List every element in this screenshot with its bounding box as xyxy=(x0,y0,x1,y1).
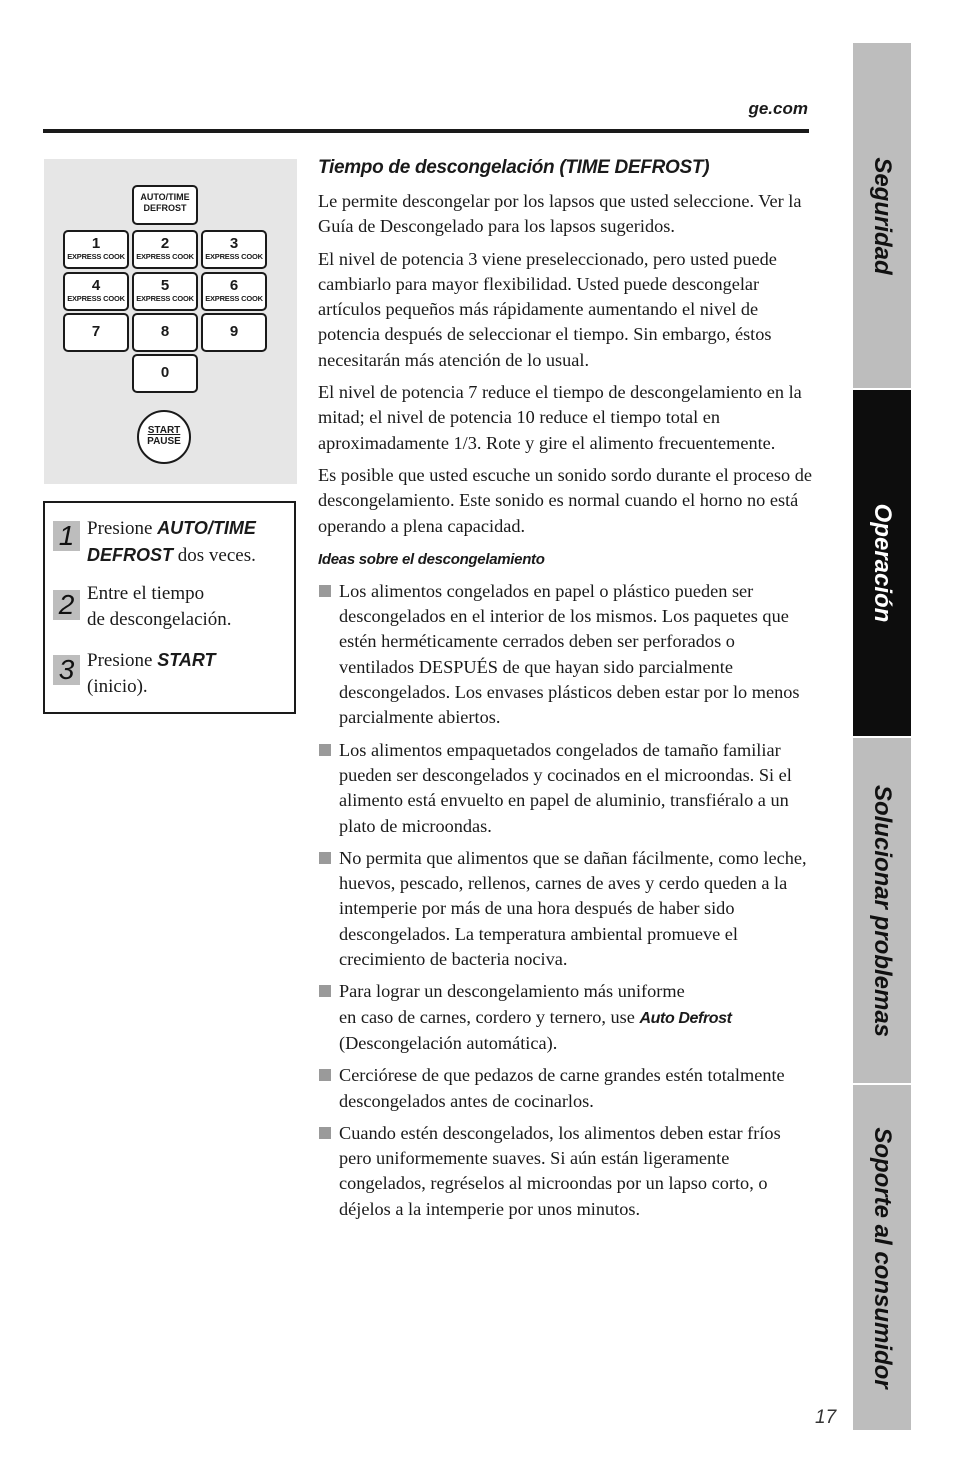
square-bullet-icon xyxy=(319,985,331,997)
paragraph: El nivel de potencia 7 reduce el tiempo de descongelamiento en la mitad; el nivel de potencia 10 reduce el tiempo total en aproximadamente 1/3. Rote y gire el alimento frecuentemente. xyxy=(318,382,802,453)
key-3 xyxy=(201,230,267,269)
step-text-pre: Presione xyxy=(87,650,158,671)
tab-soporte-al-consumidor[interactable] xyxy=(853,1085,911,1430)
bullet-item xyxy=(318,579,812,731)
step-text xyxy=(87,581,297,633)
square-bullet-icon xyxy=(319,852,331,864)
step-keyword: DEFROST xyxy=(87,545,174,565)
step-text xyxy=(87,515,297,569)
key-sublabel: EXPRESS COOK xyxy=(205,252,263,261)
step-line: de descongelación. xyxy=(87,609,232,630)
step-text-pre: Presione xyxy=(87,518,158,539)
key-7 xyxy=(63,313,129,352)
page-number: 17 xyxy=(815,1407,837,1428)
bullet-text: No permita que alimentos que se dañan fácilmente, como leche, huevos, pescado, rellenos, carnes de aves y cerdo queden a la intemperie por más de una hora después de haber sido descongelados. La temperatura ambiental promueve el crecimiento de bacteria nociva. xyxy=(339,847,807,970)
key-sublabel: EXPRESS COOK xyxy=(136,252,194,261)
step-line: Entre el tiempo xyxy=(87,583,205,604)
key-6 xyxy=(201,272,267,311)
tab-label: Solucionar problemas xyxy=(869,784,896,1037)
steps-box xyxy=(43,501,296,714)
bullet-text: Cuando estén descongelados, los alimentos deben estar fríos pero uniformemente suaves. Si aún están ligeramente congelados, regréselos al microondas por un lapso corto, o déjelos a la intemperie por unos minutos. xyxy=(339,1122,781,1219)
step-keyword: START xyxy=(157,650,216,670)
key-number: 9 xyxy=(229,323,239,340)
tab-solucionar-problemas[interactable] xyxy=(853,738,911,1083)
tab-label: Operación xyxy=(869,503,896,623)
key-label: AUTO/TIME xyxy=(140,192,190,202)
auto-time-defrost-key xyxy=(132,185,198,225)
square-bullet-icon xyxy=(319,585,331,597)
step-keyword: AUTO/TIME xyxy=(157,518,256,538)
key-1 xyxy=(63,230,129,269)
step-text xyxy=(87,647,297,700)
bullet-item xyxy=(318,1063,812,1114)
bullet-text: Los alimentos congelados en papel o plástico pueden ser descongelados en el interior de los mismos. Los paquetes que estén herméticamente cerrados deben ser perforados o ventilados DESPUÉS de que hayan sido parcialmente descongelados. Los envases plásticos deben estar por lo menos parcialmente abiertos. xyxy=(339,580,800,728)
section-title: Tiempo de descongelación (TIME DEFROST) xyxy=(318,157,710,178)
step-number: 3 xyxy=(53,655,80,685)
step-line: (inicio). xyxy=(87,676,148,697)
key-number: 5 xyxy=(160,277,170,294)
tab-label: Seguridad xyxy=(869,156,896,275)
key-5 xyxy=(132,272,198,311)
square-bullet-icon xyxy=(319,1069,331,1081)
key-sublabel: EXPRESS COOK xyxy=(205,294,263,303)
tab-seguridad[interactable] xyxy=(853,43,911,388)
bullet-text: Para lograr un descongelamiento más uniforme xyxy=(339,981,685,1002)
keypad-illustration xyxy=(44,159,297,484)
square-bullet-icon xyxy=(319,744,331,756)
key-number: 1 xyxy=(91,235,101,252)
key-number: 3 xyxy=(229,235,239,252)
key-number: 0 xyxy=(160,364,170,381)
tab-label: Soporte al consumidor xyxy=(869,1126,896,1389)
key-4 xyxy=(63,272,129,311)
bullet-item xyxy=(318,1121,812,1222)
paragraph: El nivel de potencia 3 viene preseleccionado, pero usted puede cambiarlo para mayor flexibilidad. Usted puede descongelar artículos pequeños más rápidamente aumentando el nivel de potencia después de seleccionar el tiempo. Sin embargo, éstos necesitarán más atención de lo usual. xyxy=(318,248,777,370)
step-number: 1 xyxy=(53,521,80,551)
key-label: PAUSE xyxy=(147,436,181,447)
key-number: 6 xyxy=(229,277,239,294)
key-number: 8 xyxy=(160,323,170,340)
step-text-post: dos veces. xyxy=(173,545,256,566)
bullet-item xyxy=(318,846,812,972)
paragraph: Le permite descongelar por los lapsos que usted seleccione. Ver la Guía de Descongelado para los lapsos sugeridos. xyxy=(318,191,802,237)
key-label: START xyxy=(147,425,181,436)
subsection-title: Ideas sobre el descongelamiento xyxy=(318,550,545,568)
main-content xyxy=(318,155,812,1229)
header-rule xyxy=(43,129,809,133)
key-2 xyxy=(132,230,198,269)
bullet-text: Los alimentos empaquetados congelados de tamaño familiar pueden ser descongelados y cocinados en el microondas. Si el alimento está envuelto en papel de aluminio, transfiéralo a un plato de microondas. xyxy=(339,739,792,836)
step-number: 2 xyxy=(53,590,80,620)
site-url: ge.com xyxy=(748,99,808,118)
key-number: 4 xyxy=(91,277,101,294)
key-sublabel: EXPRESS COOK xyxy=(67,252,125,261)
square-bullet-icon xyxy=(319,1127,331,1139)
bullet-text: en caso de carnes, cordero y ternero, use xyxy=(339,1006,640,1027)
key-label: DEFROST xyxy=(143,203,187,213)
key-8 xyxy=(132,313,198,352)
tab-operacion[interactable] xyxy=(853,390,911,736)
bullet-text: Cerciórese de que pedazos de carne grandes estén totalmente descongelados antes de cocinarlos. xyxy=(339,1065,785,1111)
bullet-item xyxy=(318,979,812,1056)
key-number: 2 xyxy=(160,235,170,252)
bullet-item xyxy=(318,738,812,839)
key-sublabel: EXPRESS COOK xyxy=(67,294,125,303)
paragraph: Es posible que usted escuche un sonido sordo durante el proceso de descongelamiento. Este sonido es normal cuando el horno no está operando a plena capacidad. xyxy=(318,464,812,536)
key-sublabel: EXPRESS COOK xyxy=(136,294,194,303)
bullet-keyword: Auto Defrost xyxy=(639,1009,732,1027)
key-number: 7 xyxy=(91,323,101,340)
key-0 xyxy=(132,354,198,393)
bullet-text: (Descongelación automática). xyxy=(339,1032,558,1053)
key-9 xyxy=(201,313,267,352)
start-pause-key xyxy=(137,410,191,464)
